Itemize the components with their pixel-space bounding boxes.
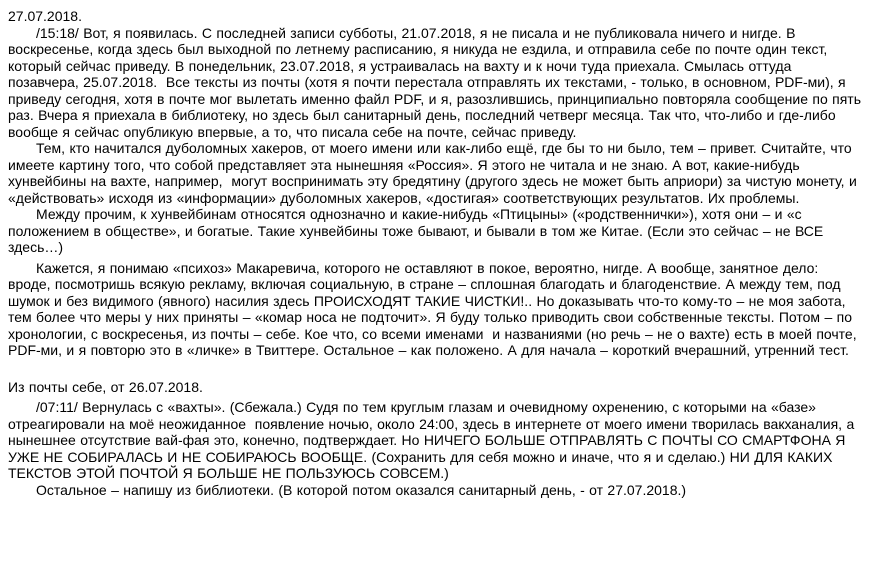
diary-paragraph-vakhta: /07:11/ Вернулась с «вахты». (Сбежала.) Судя по тем круглым глазам и очевидному охренению, с которыми на «базе» отреагировали на моё неожиданное появление ночью, около 24:00, здесь в интернете от моего имени творилась вакханалия, а нынешнее отсутствие вай-фая это, конечно, подтверждает. Но НИЧЕГО БОЛЬШЕ ОТПРАВЛЯТЬ С ПОЧТЫ СО СМАРТФОНА Я УЖЕ НЕ СОБИРАЛАСЬ И НЕ СОБИРАЮСЬ ВООБЩЕ. (Сохранить для себя можно и иначе, что я и сделаю.) НИ ДЛЯ КАКИХ ТЕКСТОВ ЭТОЙ ПОЧТОЙ Я БОЛЬШЕ НЕ ПОЛЬЗУЮСЬ СОВСЕМ.) xyxy=(8,399,859,481)
diary-paragraph-hackers: Тем, кто начитался дуболомных хакеров, от моего имени или как-либо ещё, где бы то ни было, тем – привет. Считайте, что имеете картину того, что собой представляет эта нынешняя «Россия». Я этого не читала и не знаю. А вот, какие-нибудь хунвейбины на вахте, например, могут воспринимать эту бредятину (другого здесь не может быть априори) за чистую монету, и «действовать» исходя из «информации» дуболомных хакеров, «достигая» соответствующих результатов. Их проблемы. xyxy=(8,140,862,206)
diary-paragraph-hongweibing: Между прочим, к хунвейбинам относятся однозначно и какие-нибудь «Птицыны» («родственнички»), хотя они – и «с положением в обществе», и богатые. Такие хунвейбины тоже бывают, и бывали в том же Китае. (Если это сейчас – не ВСЕ здесь…) xyxy=(8,206,828,255)
mail-section-heading: Из почты себе, от 26.07.2018. xyxy=(8,378,203,395)
diary-paragraph-makarevich: Кажется, я понимаю «психоз» Макаревича, которого не оставляют в покое, вероятно, нигде. А вообще, занятное дело: вроде, посмотришь всякую рекламу, включая социальную, в стране – сплошная благодать и благоденствие. А между тем, под шумок и без видимого (явного) насилия здесь ПРОИСХОДЯТ ТАКИЕ ЧИСТКИ!.. Но доказывать что-то кому-то – не моя забота, тем более что меры у них приняты – «комар носа не подточит». Я буду только приводить свои собственные тексты. Потом – по хронологии, с воскресенья, из почты – себе. Кое что, со всеми именами и названиями (но речь – не о вахте) есть в моей почте, PDF-ми, и я повторю это в «личке» в Твиттере. Остальное – как положено. А для начала – короткий вчерашний, утренний тест. xyxy=(8,259,861,358)
entry-date-heading: 27.07.2018. xyxy=(8,8,82,24)
diary-paragraph-closing: Остальное – напишу из библиотеки. (В которой потом оказался санитарный день, - от 27.07.2018.) xyxy=(36,481,687,498)
diary-paragraph-intro: /15:18/ Вот, я появилась. С последней записи субботы, 21.07.2018, я не писала и не публиковала ничего и нигде. В воскресенье, когда здесь был выходной по летнему расписанию, я никуда не ездила, и отправила себе по почте один текст, который сейчас приведу. В понедельник, 23.07.2018, я устраивалась на вахту и к ночи туда приехала. Смылась оттуда позавчера, 25.07.2018. Все тексты из почты (хотя я почти перестала отправлять их текстами, - только, в основном, PDF-ми), я приведу сегодня, хотя в почте мог вылетать именно файл PDF, и я, разозлившись, принципиально повторяла сообщение по пять раз. Вчера я приехала в библиотеку, но здесь был санитарный день, последний четверг месяца. Так что, что-либо и где-либо вообще я сейчас опубликую впервые, а то, что писала себе на почте, сейчас приведу. xyxy=(8,24,866,140)
